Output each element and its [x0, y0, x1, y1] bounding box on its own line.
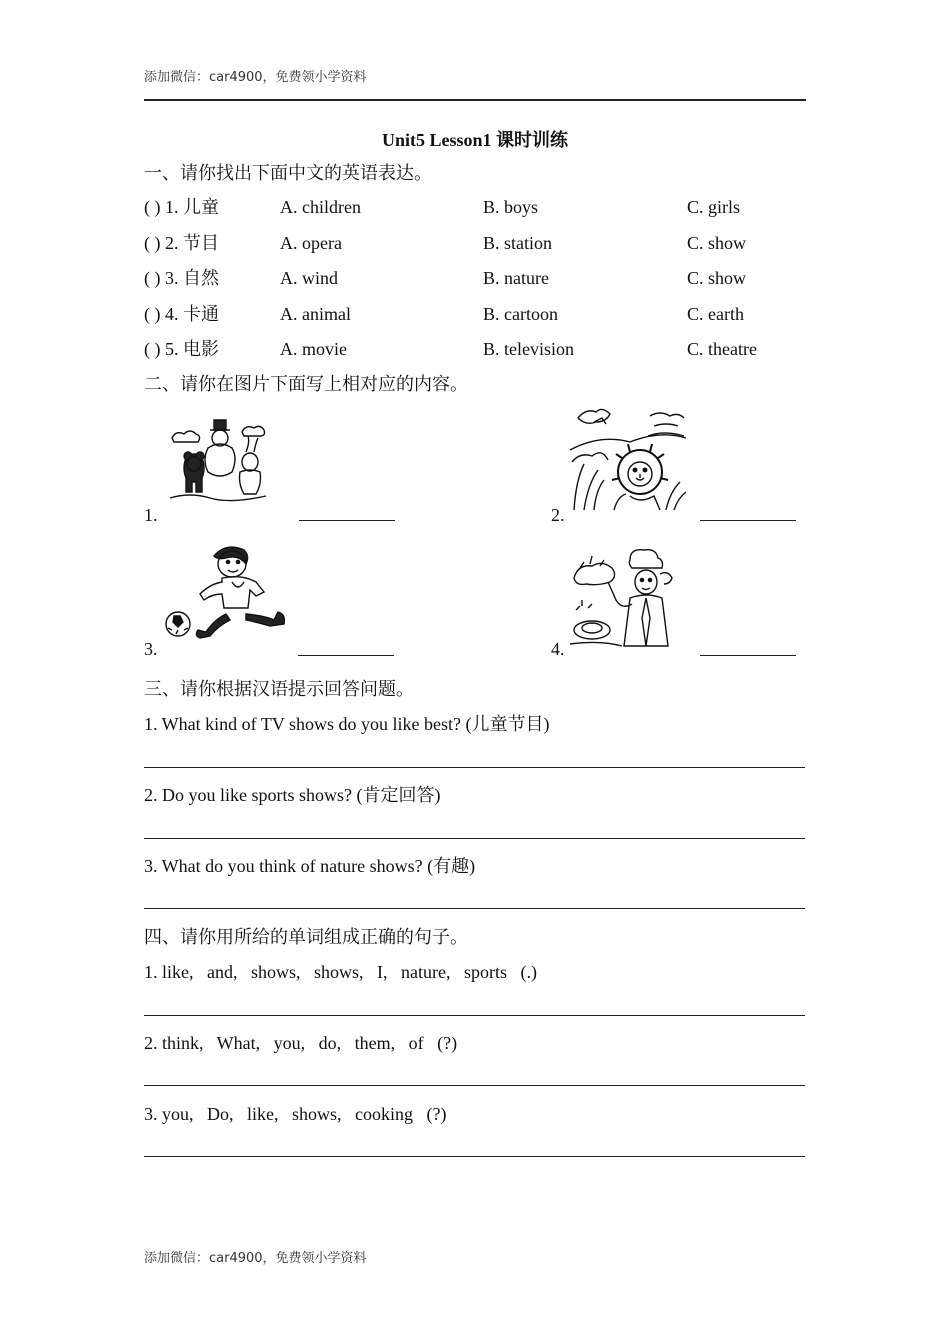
option-b: B. cartoon: [483, 304, 558, 324]
cartoon-snowman-animals-icon: [168, 412, 268, 504]
answer-blank-3[interactable]: [298, 655, 394, 656]
option-a: A. children: [280, 197, 361, 217]
section3-heading: 三、请你根据汉语提示回答问题。: [144, 679, 414, 699]
header-note: 添加微信：car4900，免费领小学资料: [144, 70, 367, 85]
nature-lion-icon: [570, 406, 686, 510]
page-title: Unit5 Lesson1 课时训练: [381, 130, 569, 150]
option-b: B. television: [483, 339, 574, 359]
answer-blank-2[interactable]: [700, 520, 796, 521]
section2-heading: 二、请你在图片下面写上相对应的内容。: [144, 374, 468, 394]
answer-line[interactable]: [144, 1015, 805, 1016]
picture-number-2: 2.: [551, 505, 565, 525]
answer-line[interactable]: [144, 767, 805, 768]
section4-question-3: 3. you, Do, like, shows, cooking (?): [144, 1104, 447, 1124]
section4-heading: 四、请你用所给的单词组成正确的句子。: [144, 927, 468, 947]
option-b: B. nature: [483, 268, 549, 288]
boy-playing-football-icon: [162, 542, 292, 646]
picture-number-1: 1.: [144, 505, 158, 525]
section4-question-2: 2. think, What, you, do, them, of (?): [144, 1033, 458, 1053]
option-c: C. show: [687, 233, 747, 253]
option-a: A. wind: [280, 268, 338, 288]
item-stem: ( ) 2. 节目: [144, 233, 219, 253]
option-a: A. animal: [280, 304, 351, 324]
item-stem: ( ) 1. 儿童: [144, 197, 219, 217]
option-c: C. earth: [687, 304, 744, 324]
picture-number-3: 3.: [144, 639, 158, 659]
section3-question-3: 3. What do you think of nature shows? (有趣): [144, 856, 476, 876]
option-b: B. boys: [483, 197, 539, 217]
section3-question-2: 2. Do you like sports shows? (肯定回答): [144, 785, 441, 805]
footer-note: 添加微信：car4900，免费领小学资料: [144, 1251, 367, 1266]
answer-line[interactable]: [144, 838, 805, 839]
answer-line[interactable]: [144, 1156, 805, 1157]
option-c: C. theatre: [687, 339, 757, 359]
item-stem: ( ) 3. 自然: [144, 268, 219, 288]
item-stem: ( ) 5. 电影: [144, 339, 219, 359]
option-b: B. station: [483, 233, 553, 253]
option-a: A. opera: [280, 233, 342, 253]
option-c: C. show: [687, 268, 747, 288]
man-cooking-icon: [570, 548, 680, 648]
answer-line[interactable]: [144, 1085, 805, 1086]
option-c: C. girls: [687, 197, 741, 217]
section3-question-1: 1. What kind of TV shows do you like best? (儿童节目): [144, 714, 550, 734]
picture-number-4: 4.: [551, 639, 565, 659]
answer-blank-4[interactable]: [700, 655, 796, 656]
section1-heading: 一、请你找出下面中文的英语表达。: [144, 163, 432, 183]
header-rule: [144, 99, 806, 101]
answer-line[interactable]: [144, 908, 805, 909]
option-a: A. movie: [280, 339, 347, 359]
answer-blank-1[interactable]: [299, 520, 395, 521]
item-stem: ( ) 4. 卡通: [144, 304, 219, 324]
section4-question-1: 1. like, and, shows, shows, I, nature, sports (.): [144, 962, 537, 982]
